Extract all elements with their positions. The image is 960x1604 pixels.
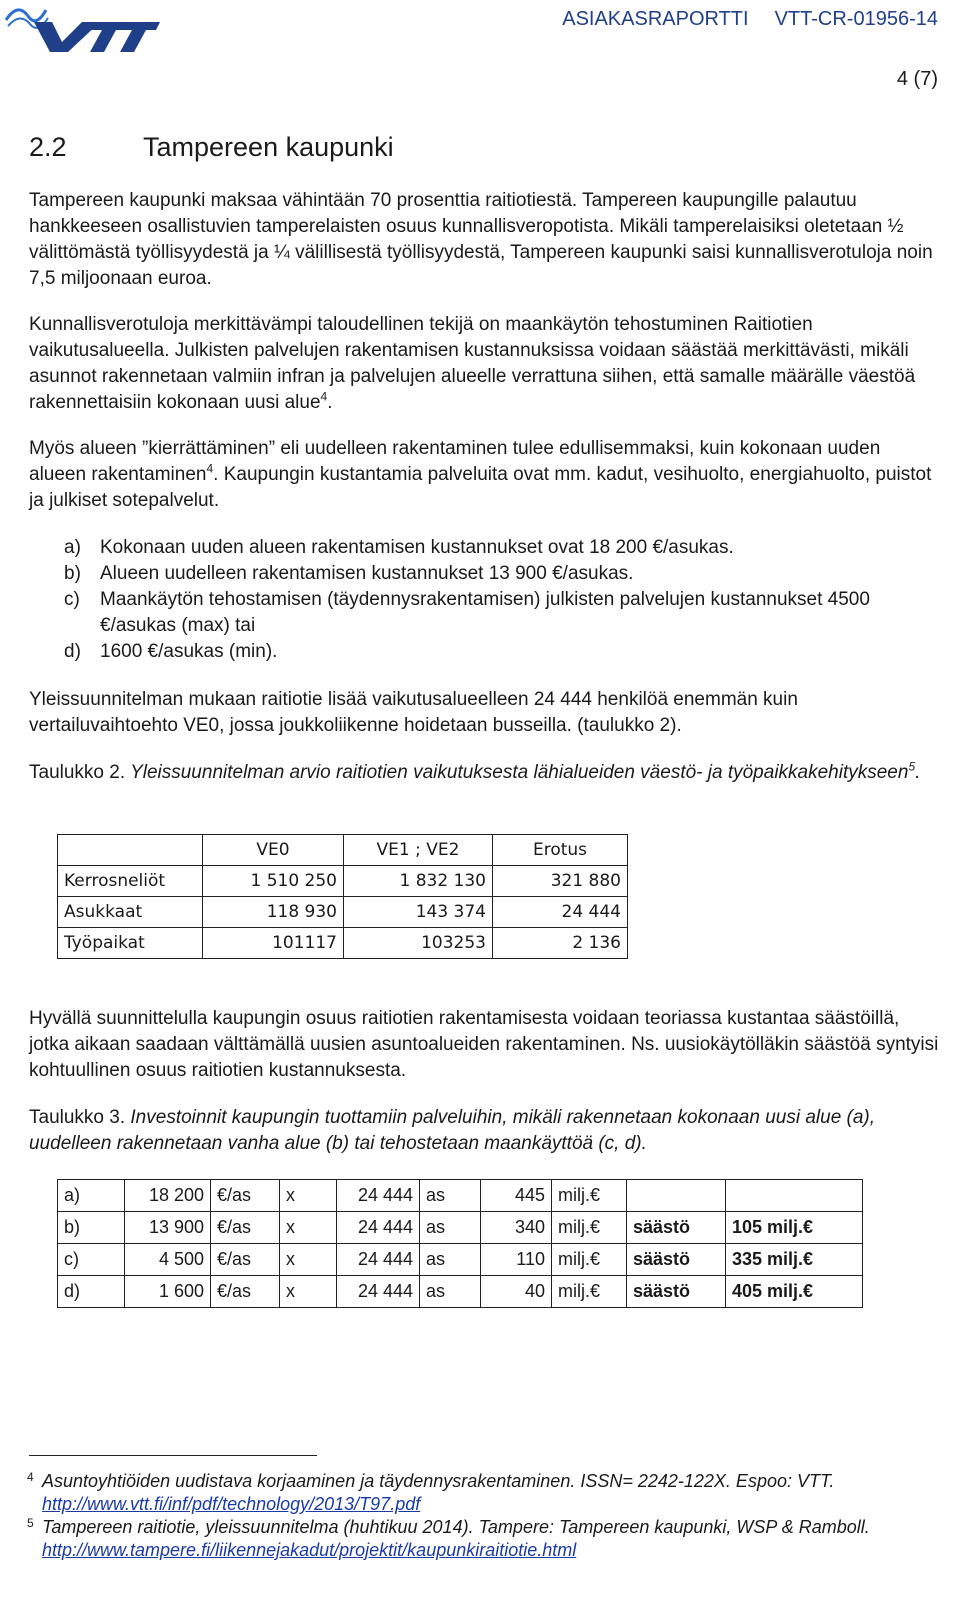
table-cell: 1 510 250 <box>203 866 344 897</box>
table-cell: 101117 <box>203 928 344 959</box>
table-cell: 1 832 130 <box>344 866 493 897</box>
table-cell: 445 <box>481 1180 552 1212</box>
table-cell <box>627 1180 726 1212</box>
table-2-caption-text: Yleissuunnitelman arvio raitiotien vaikutuksesta lähialueiden väestö- ja työpaikkakehitykseen <box>130 762 909 783</box>
table-cell: x <box>280 1180 337 1212</box>
table-cell: 4 500 <box>125 1244 211 1276</box>
footnote-ref: 4 <box>206 461 214 476</box>
table-cell: 340 <box>481 1212 552 1244</box>
table-cell: 118 930 <box>203 897 344 928</box>
paragraph-4: Yleissuunnitelman mukaan raitiotie lisää vaikutusalueelleen 24 444 henkilöä enemmän kuin vertailuvaihtoehto VE0, jossa joukkoliikenne hoidetaan busseilla. (taulukko 2). <box>29 689 798 736</box>
section-number: 2.2 <box>29 132 67 162</box>
table-header-cell: VE1 ; VE2 <box>344 835 493 866</box>
footnote-link[interactable]: http://www.vtt.fi/inf/pdf/technology/2013/T97.pdf <box>42 1494 421 1514</box>
list-item-text: Alueen uudelleen rakentamisen kustannukset 13 900 €/asukas. <box>100 563 634 584</box>
section-title: Tampereen kaupunki <box>143 132 394 162</box>
table-cell: milj.€ <box>552 1276 627 1308</box>
table-3-caption-text: Investoinnit kaupungin tuottamiin palveluihin, mikäli rakennetaan kokonaan uusi alue (a), uudelleen rakennetaan vanha alue (b) tai tehostetaan maankäyttöä (c, d). <box>29 1107 876 1154</box>
table-row <box>58 1244 863 1276</box>
footnote-text: Tampereen raitiotie, yleissuunnitelma (huhtikuu 2014). Tampere: Tampereen kaupunki, WSP & Ramboll. <box>42 1517 870 1537</box>
table-cell: b) <box>58 1212 125 1244</box>
table-cell: d) <box>58 1276 125 1308</box>
table-cell: milj.€ <box>552 1244 627 1276</box>
table-cell: as <box>420 1212 481 1244</box>
table-cell: 110 <box>481 1244 552 1276</box>
table-header-cell: VE0 <box>203 835 344 866</box>
table-cell: x <box>280 1276 337 1308</box>
paragraph-3 <box>29 436 941 514</box>
list-item-text: Maankäytön tehostamisen (täydennysrakentamisen) julkisten palvelujen kustannukset 4500 €/asukas (max) tai <box>100 589 870 636</box>
footnote-mark: 5 <box>27 1516 34 1530</box>
footnote-text: Asuntoyhtiöiden uudistava korjaaminen ja täydennysrakentaminen. ISSN= 2242-122X. Espoo: VTT. <box>42 1471 835 1491</box>
page-number: 4 (7) <box>896 68 938 90</box>
table-2 <box>57 834 628 959</box>
table-3-caption <box>29 1105 941 1157</box>
table-3 <box>57 1179 863 1308</box>
list-item <box>64 587 904 639</box>
list-item-label: b) <box>64 563 81 584</box>
footnote-ref: 4 <box>320 389 328 404</box>
table-cell: c) <box>58 1244 125 1276</box>
list-item-label: a) <box>64 537 81 558</box>
table-cell: 24 444 <box>337 1276 420 1308</box>
list-item <box>64 535 904 561</box>
table-cell: säästö <box>627 1212 726 1244</box>
table-cell: €/as <box>211 1180 280 1212</box>
table-cell: as <box>420 1244 481 1276</box>
table-cell: 103253 <box>344 928 493 959</box>
paragraph-2-end: . <box>327 392 333 413</box>
table-cell: €/as <box>211 1244 280 1276</box>
report-id: VTT-CR-01956-14 <box>774 8 938 30</box>
table-2-caption-label: Taulukko 2. <box>29 762 126 783</box>
table-2-caption-end: . <box>915 762 921 783</box>
table-cell: 18 200 <box>125 1180 211 1212</box>
table-cell: €/as <box>211 1212 280 1244</box>
table-cell: säästö <box>627 1276 726 1308</box>
table-header-row <box>58 835 628 866</box>
table-cell: 1 600 <box>125 1276 211 1308</box>
table-cell: 2 136 <box>493 928 628 959</box>
section-heading <box>29 132 394 163</box>
table-3-caption-label: Taulukko 3. <box>29 1107 126 1128</box>
footnote-mark: 4 <box>27 1470 34 1484</box>
table-cell: 335 milj.€ <box>726 1244 863 1276</box>
report-header <box>562 8 938 31</box>
table-cell: Asukkaat <box>58 897 203 928</box>
table-header-cell: Erotus <box>493 835 628 866</box>
table-cell: Kerrosneliöt <box>58 866 203 897</box>
table-2-caption <box>29 760 941 786</box>
table-cell: 321 880 <box>493 866 628 897</box>
table-row <box>58 866 628 897</box>
table-cell: as <box>420 1180 481 1212</box>
footnote-ref: 5 <box>908 759 916 774</box>
footnote-4 <box>27 1470 942 1516</box>
cost-list <box>64 535 904 665</box>
paragraph-5: Hyvällä suunnittelulla kaupungin osuus raitiotien rakentamisesta voidaan teoriassa kustantaa säästöillä, jotka aikaan saadaan välttämällä uusien asuntoalueiden rakentaminen. Ns. uusiokäytölläkin säästöä syntyisi kohtuullinen osuus raitiotien kustannuksesta. <box>29 1008 939 1081</box>
table-cell: 24 444 <box>337 1180 420 1212</box>
table-cell: 24 444 <box>493 897 628 928</box>
table-cell: 40 <box>481 1276 552 1308</box>
table-row <box>58 928 628 959</box>
list-item <box>64 561 904 587</box>
table-cell: milj.€ <box>552 1212 627 1244</box>
paragraph-2 <box>29 312 941 416</box>
table-cell: x <box>280 1212 337 1244</box>
footnote-5 <box>27 1516 942 1562</box>
list-item-label: d) <box>64 641 81 662</box>
table-cell: 105 milj.€ <box>726 1212 863 1244</box>
paragraph-3-text-2: . Kaupungin kustantamia palveluita ovat mm. kadut, vesihuolto, energiahuolto, puistot ja julkiset sotepalvelut. <box>29 464 932 511</box>
table-row <box>58 1276 863 1308</box>
footnote-link[interactable]: http://www.tampere.fi/liikennejakadut/projektit/kaupunkiraitiotie.html <box>42 1540 577 1560</box>
list-item <box>64 639 904 665</box>
table-cell: a) <box>58 1180 125 1212</box>
table-cell: Työpaikat <box>58 928 203 959</box>
footnote-divider <box>29 1455 317 1456</box>
table-cell: as <box>420 1276 481 1308</box>
table-cell: x <box>280 1244 337 1276</box>
table-row <box>58 1180 863 1212</box>
vtt-logo <box>4 0 164 56</box>
paragraph-1: Tampereen kaupunki maksaa vähintään 70 prosenttia raitiotiestä. Tampereen kaupungille palautuu hankkeeseen osallistuvien tamperelaisten osuus kunnallisveropotista. Mikäli tamperelaisiksi oletetaan ½ välittömästä työllisyydestä ja ¼ välillisestä työllisyydestä, Tampereen kaupunki saisi kunnallisverotuloja noin 7,5 miljoonaan euroa. <box>29 190 933 289</box>
list-item-label: c) <box>64 589 80 610</box>
table-cell: 24 444 <box>337 1244 420 1276</box>
table-cell <box>726 1180 863 1212</box>
report-type: ASIAKASRAPORTTI <box>562 8 749 30</box>
list-item-text: Kokonaan uuden alueen rakentamisen kustannukset ovat 18 200 €/asukas. <box>100 537 734 558</box>
table-cell: €/as <box>211 1276 280 1308</box>
table-row <box>58 1212 863 1244</box>
table-row <box>58 897 628 928</box>
table-cell: milj.€ <box>552 1180 627 1212</box>
paragraph-2-text: Kunnallisverotuloja merkittävämpi taloudellinen tekijä on maankäytön tehostuminen Raitiotien vaikutusalueella. Julkisten palvelujen rakentamisen kustannuksissa voidaan säästää merkittävästi, mikäli asunnot rakennetaan valmiin infran ja palvelujen alueelle verrattuna siihen, että samalle määrälle väestöä rakennettaisiin kokonaan uusi alue <box>29 314 916 413</box>
table-cell: 405 milj.€ <box>726 1276 863 1308</box>
table-cell: 143 374 <box>344 897 493 928</box>
table-cell: 24 444 <box>337 1212 420 1244</box>
table-header-cell <box>58 835 203 866</box>
table-cell: 13 900 <box>125 1212 211 1244</box>
paragraph-3-text-1: Myös alueen ”kierrättäminen” eli uudelleen rakentaminen tulee edullisemmaksi, kuin kokonaan uuden alueen rakentaminen <box>29 438 881 485</box>
list-item-text: 1600 €/asukas (min). <box>100 641 278 662</box>
table-cell: säästö <box>627 1244 726 1276</box>
